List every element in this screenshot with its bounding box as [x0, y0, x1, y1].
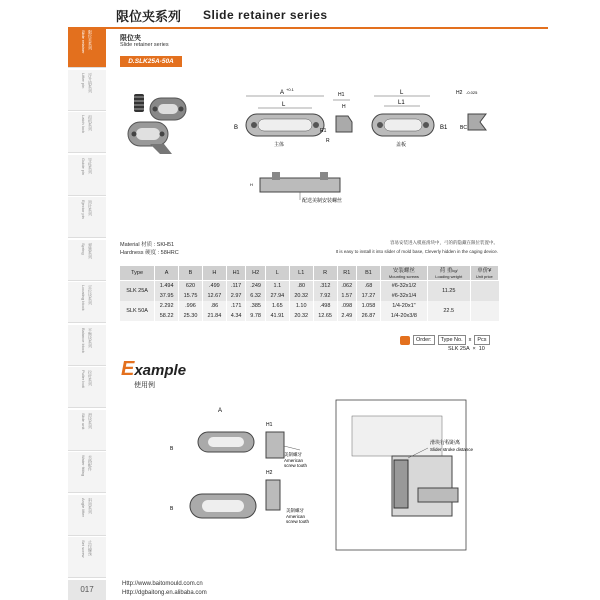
cell-screw: #6-32x1/4: [380, 291, 427, 301]
table-cell: .171: [226, 301, 246, 311]
col-a: A: [155, 266, 179, 281]
header-rule: [106, 27, 548, 29]
cell-weight: 11.25: [427, 281, 470, 302]
sidebar-item-label-zh: 止付螺丝: [88, 540, 93, 556]
table-cell: .68: [357, 281, 381, 292]
table-cell: 620: [179, 281, 203, 292]
model-badge: D.SLK25A-50A: [120, 56, 182, 67]
col-price: [470, 266, 498, 281]
sidebar-item[interactable]: [68, 537, 106, 578]
table-cell: 26.87: [357, 311, 381, 321]
table-cell: 27.94: [265, 291, 289, 301]
dim-h2-tol: -0.025: [466, 90, 478, 95]
page-title-zh: 限位夹系列: [116, 9, 182, 24]
dim-b-label: B: [234, 125, 239, 131]
table-cell: .80: [289, 281, 313, 292]
col-weight-unit: kg/: [452, 268, 458, 273]
american-screw-zh-2: 美制螺牙: [286, 508, 304, 513]
side-view-cover: [456, 90, 486, 131]
sidebar-item[interactable]: [68, 495, 106, 536]
order-x: x: [468, 337, 472, 343]
sidebar-item-label-en: Angle lifter: [81, 497, 86, 517]
table-cell: 1.494: [155, 281, 179, 292]
sidebar-item[interactable]: [68, 27, 106, 68]
example-drawings: [170, 396, 310, 536]
col-weight-zh: 荷 重: [439, 268, 453, 274]
sidebar-item-label-en: Lifter pin: [81, 72, 86, 88]
sidebar-item[interactable]: [68, 410, 106, 451]
table-cell: .86: [202, 301, 226, 311]
order-example: SLK 25A × 10: [448, 346, 485, 352]
american-screw-en1-1: American: [284, 458, 304, 463]
sidebar-item[interactable]: [68, 240, 106, 281]
example-dim-h2: H2: [266, 470, 273, 476]
dim-l1-label: L1: [398, 100, 405, 106]
drawing-installation: [250, 168, 390, 208]
col-h2: H2: [246, 266, 266, 281]
col-b1: B1: [357, 266, 381, 281]
sidebar-item[interactable]: [68, 325, 106, 366]
sidebar-item-label-zh: 扣机系列: [88, 115, 93, 131]
dim-l-label: L: [282, 102, 286, 108]
sidebar-item[interactable]: [68, 282, 106, 323]
cell-screw: 1/4-20x1": [380, 301, 427, 311]
table-cell: 58.22: [155, 311, 179, 321]
american-screw-en1-2: American: [286, 514, 306, 519]
table-cell: 20.32: [289, 311, 313, 321]
col-h: H: [202, 266, 226, 281]
table-cell: 41.91: [265, 311, 289, 321]
table-cell: .098: [337, 301, 357, 311]
table-cell: .498: [313, 301, 337, 311]
label-install-screw: 配送美制安装螺丝: [302, 198, 343, 204]
footer-urls: [122, 580, 207, 598]
table-cell: 20.32: [289, 291, 313, 301]
table-cell: 1.57: [337, 291, 357, 301]
cell-type: SLK 25A: [120, 281, 155, 302]
example-title-zh: 使用例: [134, 382, 155, 389]
cell-price: [470, 281, 498, 302]
table-row: [120, 301, 499, 311]
retainer-body-photo: [150, 98, 186, 120]
sidebar-item[interactable]: [68, 155, 106, 196]
table-cell: .385: [246, 301, 266, 311]
sidebar-item-label-en: Locating block: [81, 285, 86, 311]
sidebar-item-label-en: Balance block: [81, 327, 86, 353]
product-name-en: Slide retainer series: [120, 42, 169, 48]
table-cell: 9.78: [246, 311, 266, 321]
sidebar-item-label-en: Water fitting: [81, 455, 86, 477]
dim-h-install: H: [250, 182, 253, 187]
mold-section-drawing: [332, 396, 502, 556]
cell-type: SLK 50A: [120, 301, 155, 321]
drawing-main-body: [228, 86, 358, 156]
page-title-en: Slide retainer series: [203, 8, 328, 22]
drawing-cover-plate: [364, 86, 504, 156]
table-cell: 12.65: [313, 311, 337, 321]
label-main-body: 主体: [274, 142, 285, 148]
col-price-en: Unit price: [475, 274, 493, 279]
spec-table: [119, 265, 499, 321]
dim-r1-label: R1: [320, 128, 327, 134]
american-screw-en2-2: screw tooth: [286, 519, 310, 524]
dim-l-label-cover: L: [400, 90, 404, 96]
table-cell: .499: [202, 281, 226, 292]
sidebar-item-label-zh: 平衡块系列: [88, 327, 93, 348]
sidebar-item-label-zh: 弹簧系列: [88, 242, 93, 259]
table-cell: 1.10: [289, 301, 313, 311]
sidebar-item-label-zh: 定位块系列: [88, 285, 93, 305]
example-dim-b-2: B: [170, 506, 174, 512]
sidebar-item-label-zh: 水路配件: [88, 455, 93, 471]
product-name-zh: 限位夹: [120, 35, 141, 42]
cell-weight: 22.5: [427, 301, 470, 321]
sidebar-item-label-en: Ejector pin: [81, 200, 86, 219]
sidebar-item-label-zh: 导柱系列: [88, 157, 93, 174]
table-cell: 37.95: [155, 291, 179, 301]
label-cover-plate: 盖板: [396, 142, 407, 148]
table-cell: 2.292: [155, 301, 179, 311]
example-dim-a: A: [218, 408, 223, 414]
cell-price: [470, 301, 498, 321]
sidebar-item[interactable]: [68, 112, 106, 153]
dim-a-tol: +0.1: [286, 87, 294, 92]
phone-icon: [400, 336, 410, 345]
dim-h-label: H: [342, 104, 346, 110]
table-row: [120, 281, 499, 292]
col-r: R: [313, 266, 337, 281]
dim-bc-label: BC: [460, 125, 467, 131]
table-cell: .117: [226, 281, 246, 292]
dim-r-label: R: [326, 138, 330, 144]
sidebar-item[interactable]: [68, 367, 106, 408]
sidebar-item-label-en: Guide pin: [81, 157, 86, 175]
stroke-label-zh: 滑块行程距离: [430, 440, 461, 446]
col-screw-zh: 安装螺丝: [392, 268, 415, 274]
footer-url-2: Http://dgbaitong.en.alibaba.com: [122, 590, 207, 596]
col-r1: R1: [337, 266, 357, 281]
col-h1: H1: [226, 266, 246, 281]
col-screw-en: Mounting screws: [388, 274, 419, 279]
table-cell: 21.84: [202, 311, 226, 321]
sidebar-item-label-en: Set screw: [81, 540, 86, 558]
col-weight-en: Loading weight: [435, 274, 463, 279]
table-cell: 4.34: [226, 311, 246, 321]
order-line: [400, 335, 490, 345]
table-cell: 1.058: [357, 301, 381, 311]
sidebar-item-label-zh: 浮升销系列: [88, 72, 93, 93]
footer-url-1: Http://www.baitomould.com.cn: [122, 581, 203, 587]
col-b: B: [179, 266, 203, 281]
sidebar-item[interactable]: [68, 70, 106, 111]
sidebar-item-label-en: Spring: [81, 242, 86, 255]
sidebar-item[interactable]: [68, 452, 106, 493]
col-l: L: [265, 266, 289, 281]
dim-h1-label: H1: [338, 92, 345, 98]
sidebar-item-label-zh: 顶针系列: [88, 200, 93, 216]
order-label: Order:: [413, 335, 435, 345]
sidebar-item-label-zh: 限位夹系列: [88, 30, 93, 50]
example-title-cap: E: [121, 358, 135, 380]
american-screw-en2-1: screw tooth: [284, 463, 308, 468]
cell-screw: #6-32x1/2: [380, 281, 427, 292]
sidebar-item-label-en: Slide retainer: [81, 30, 86, 54]
table-cell: .312: [313, 281, 337, 292]
example-title: [121, 358, 186, 381]
table-cell: 25.30: [179, 311, 203, 321]
table-cell: 6.32: [246, 291, 266, 301]
sidebar-item-label-zh: 拉杆系列: [88, 370, 93, 386]
sidebar: [68, 27, 106, 580]
col-weight: [427, 266, 470, 281]
page-number: 017: [68, 580, 106, 600]
table-cell: 17.27: [357, 291, 381, 301]
material-text: Material 材质 : SKH51: [120, 242, 175, 248]
table-cell: 12.67: [202, 291, 226, 301]
product-photo: [120, 88, 195, 158]
table-cell: .249: [246, 281, 266, 292]
order-type-box: Type No.: [438, 335, 466, 345]
cell-screw: 1/4-20x3/8: [380, 311, 427, 321]
table-cell: 1.65: [265, 301, 289, 311]
col-price-zh: 单价¥: [477, 268, 492, 274]
spring-icon: [134, 94, 144, 112]
sidebar-item-label-en: Puller bolt: [81, 370, 86, 388]
table-cell: 15.75: [179, 291, 203, 301]
col-l1: L1: [289, 266, 313, 281]
example-dim-b: B: [170, 446, 174, 452]
table-cell: 2.97: [226, 291, 246, 301]
dim-h2-label: H2: [456, 90, 463, 96]
col-screw: [380, 266, 427, 281]
table-cell: 1.1: [265, 281, 289, 292]
side-view-main: [333, 92, 352, 132]
table-cell: 7.92: [313, 291, 337, 301]
install-note-en: It is easy to install it into slider of mold base, Cleverly hidden in the caging device.: [335, 249, 498, 254]
table-cell: .996: [179, 301, 203, 311]
retainer-cover-photo: [128, 122, 172, 154]
example-title-rest: xample: [134, 362, 187, 379]
sidebar-item-label-en: Latch lock: [81, 115, 86, 134]
sidebar-item-label-zh: 斜顶系列: [88, 497, 93, 514]
sidebar-item[interactable]: [68, 197, 106, 238]
table-cell: 2.49: [337, 311, 357, 321]
sidebar-item-label-en: Slide unit: [81, 412, 86, 429]
table-header-row: [120, 266, 499, 281]
stroke-label-en: Slider stroke distance: [430, 447, 474, 452]
table-cell: .062: [337, 281, 357, 292]
order-pcs-box: Pcs: [474, 335, 489, 345]
american-screw-zh-1: 美制螺牙: [284, 452, 302, 457]
dim-a-label: A: [280, 90, 285, 96]
install-note-zh: 容易安装进入模座滑块中，弓的的隐藏在限位装置中。: [390, 240, 498, 245]
col-type: Type: [120, 266, 155, 281]
example-dim-h1: H1: [266, 422, 273, 428]
dim-b1-label: B1: [440, 125, 448, 131]
hardness-text: Hardness 硬度 : 58HRC: [120, 250, 179, 256]
sidebar-item-label-zh: 滑块系列: [88, 412, 93, 429]
